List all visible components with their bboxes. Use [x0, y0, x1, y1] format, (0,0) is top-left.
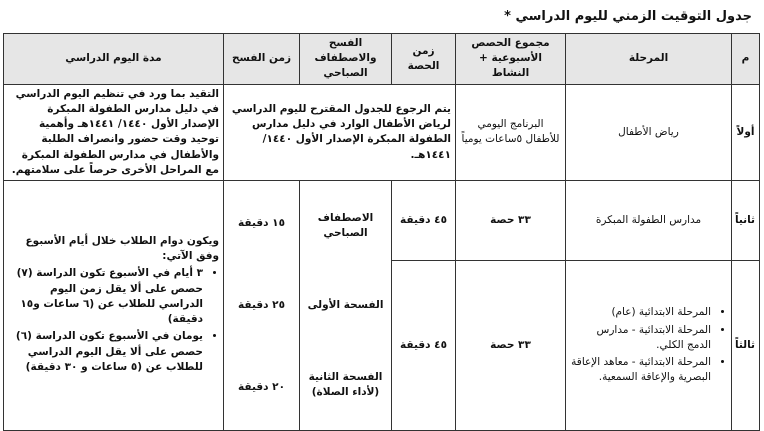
break2-time: ٢٠ دقيقة [238, 380, 285, 393]
header-no: م [732, 34, 760, 85]
row1-duration: التقيد بما ورد في تنظيم اليوم الدراسي في دليل مدارس الطفولة المبكرة الإصدار الأول ١٤٤٠/ ١٤٤١هـ وأهمية توحيد وقت حضور وانصراف الطلبة والأطفال في مدارس الطفولة المبكرة مع المراحل الأخرى حرصاً على سلامتهم. [4, 84, 224, 180]
header-row [4, 34, 760, 85]
break-times-cell [224, 180, 300, 430]
row3-period: ٤٥ دقيقة [392, 260, 456, 430]
list-item: • المرحلة الابتدائية - معاهد الإعاقة البصرية والإعاقة السمعية. [570, 355, 711, 385]
header-break-time: زمن الفسح [224, 34, 300, 85]
row1-stage: رياض الأطفال [566, 84, 732, 180]
row3-total: ٣٣ حصة [456, 260, 566, 430]
break1-time: ٢٥ دقيقة [238, 298, 285, 311]
row2-3-duration [4, 180, 224, 430]
row1-no: أولاً [732, 84, 760, 180]
assembly-label: الاصطفاف الصباحي [317, 211, 374, 239]
row1-total: البرنامج اليومي للأطفال ٥ساعات يومياً [456, 84, 566, 180]
row3-no: ثالثاً [732, 260, 760, 430]
table-title: جدول التوقيت الزمني لليوم الدراسي * [504, 9, 752, 24]
duration-intro: ويكون دوام الطلاب خلال أيام الأسبوع وفق الآتي: [25, 234, 219, 263]
duration-list [8, 266, 219, 375]
row2-stage: مدارس الطفولة المبكرة [566, 180, 732, 260]
row3-stages [566, 260, 732, 430]
header-duration: مدة اليوم الدراسي [4, 34, 224, 85]
header-period: زمن الحصة [392, 34, 456, 85]
row1-merged-note: يتم الرجوع للجدول المقترح لليوم الدراسي لرياض الأطفال الوارد في دليل مدارس الطفولة المبكرة الإصدار الأول ١٤٤٠/ ١٤٤١هـ. [224, 84, 456, 180]
row2-period: ٤٥ دقيقة [392, 180, 456, 260]
row2-no: ثانياً [732, 180, 760, 260]
list-item: • المرحلة الابتدائية - مدارس الدمج الكلي. [570, 323, 711, 353]
assembly-time: ١٥ دقيقة [238, 216, 285, 229]
breaks-cell [300, 180, 392, 430]
header-stage: المرحلة [566, 34, 732, 85]
break2-note: (لأداء الصلاة) [311, 385, 380, 398]
break2-label: الفسحة الثانية [308, 370, 383, 383]
header-total: مجموع الحصص الأسبوعية + النشاط [456, 34, 566, 85]
header-breaks: الفسح والاصطفاف الصباحي [300, 34, 392, 85]
row2-total: ٣٣ حصة [456, 180, 566, 260]
list-item: • ٣ أيام في الأسبوع تكون الدراسة (٧) حصص على ألا يقل زمن اليوم الدراسي للطلاب عن (٦ ساعات و١٥ دقيقة) [8, 266, 203, 327]
stages-list [570, 305, 727, 385]
table-row [4, 84, 760, 180]
table-row [4, 180, 760, 260]
break1-label: الفسحة الأولى [307, 298, 384, 311]
list-item: • يومان في الأسبوع تكون الدراسة (٦) حصص على ألا يقل اليوم الدراسي للطلاب عن (٥ ساعات و ٣٠ دقيقة) [8, 329, 203, 375]
timetable [3, 33, 760, 431]
list-item: • المرحلة الابتدائية (عام) [570, 305, 711, 320]
